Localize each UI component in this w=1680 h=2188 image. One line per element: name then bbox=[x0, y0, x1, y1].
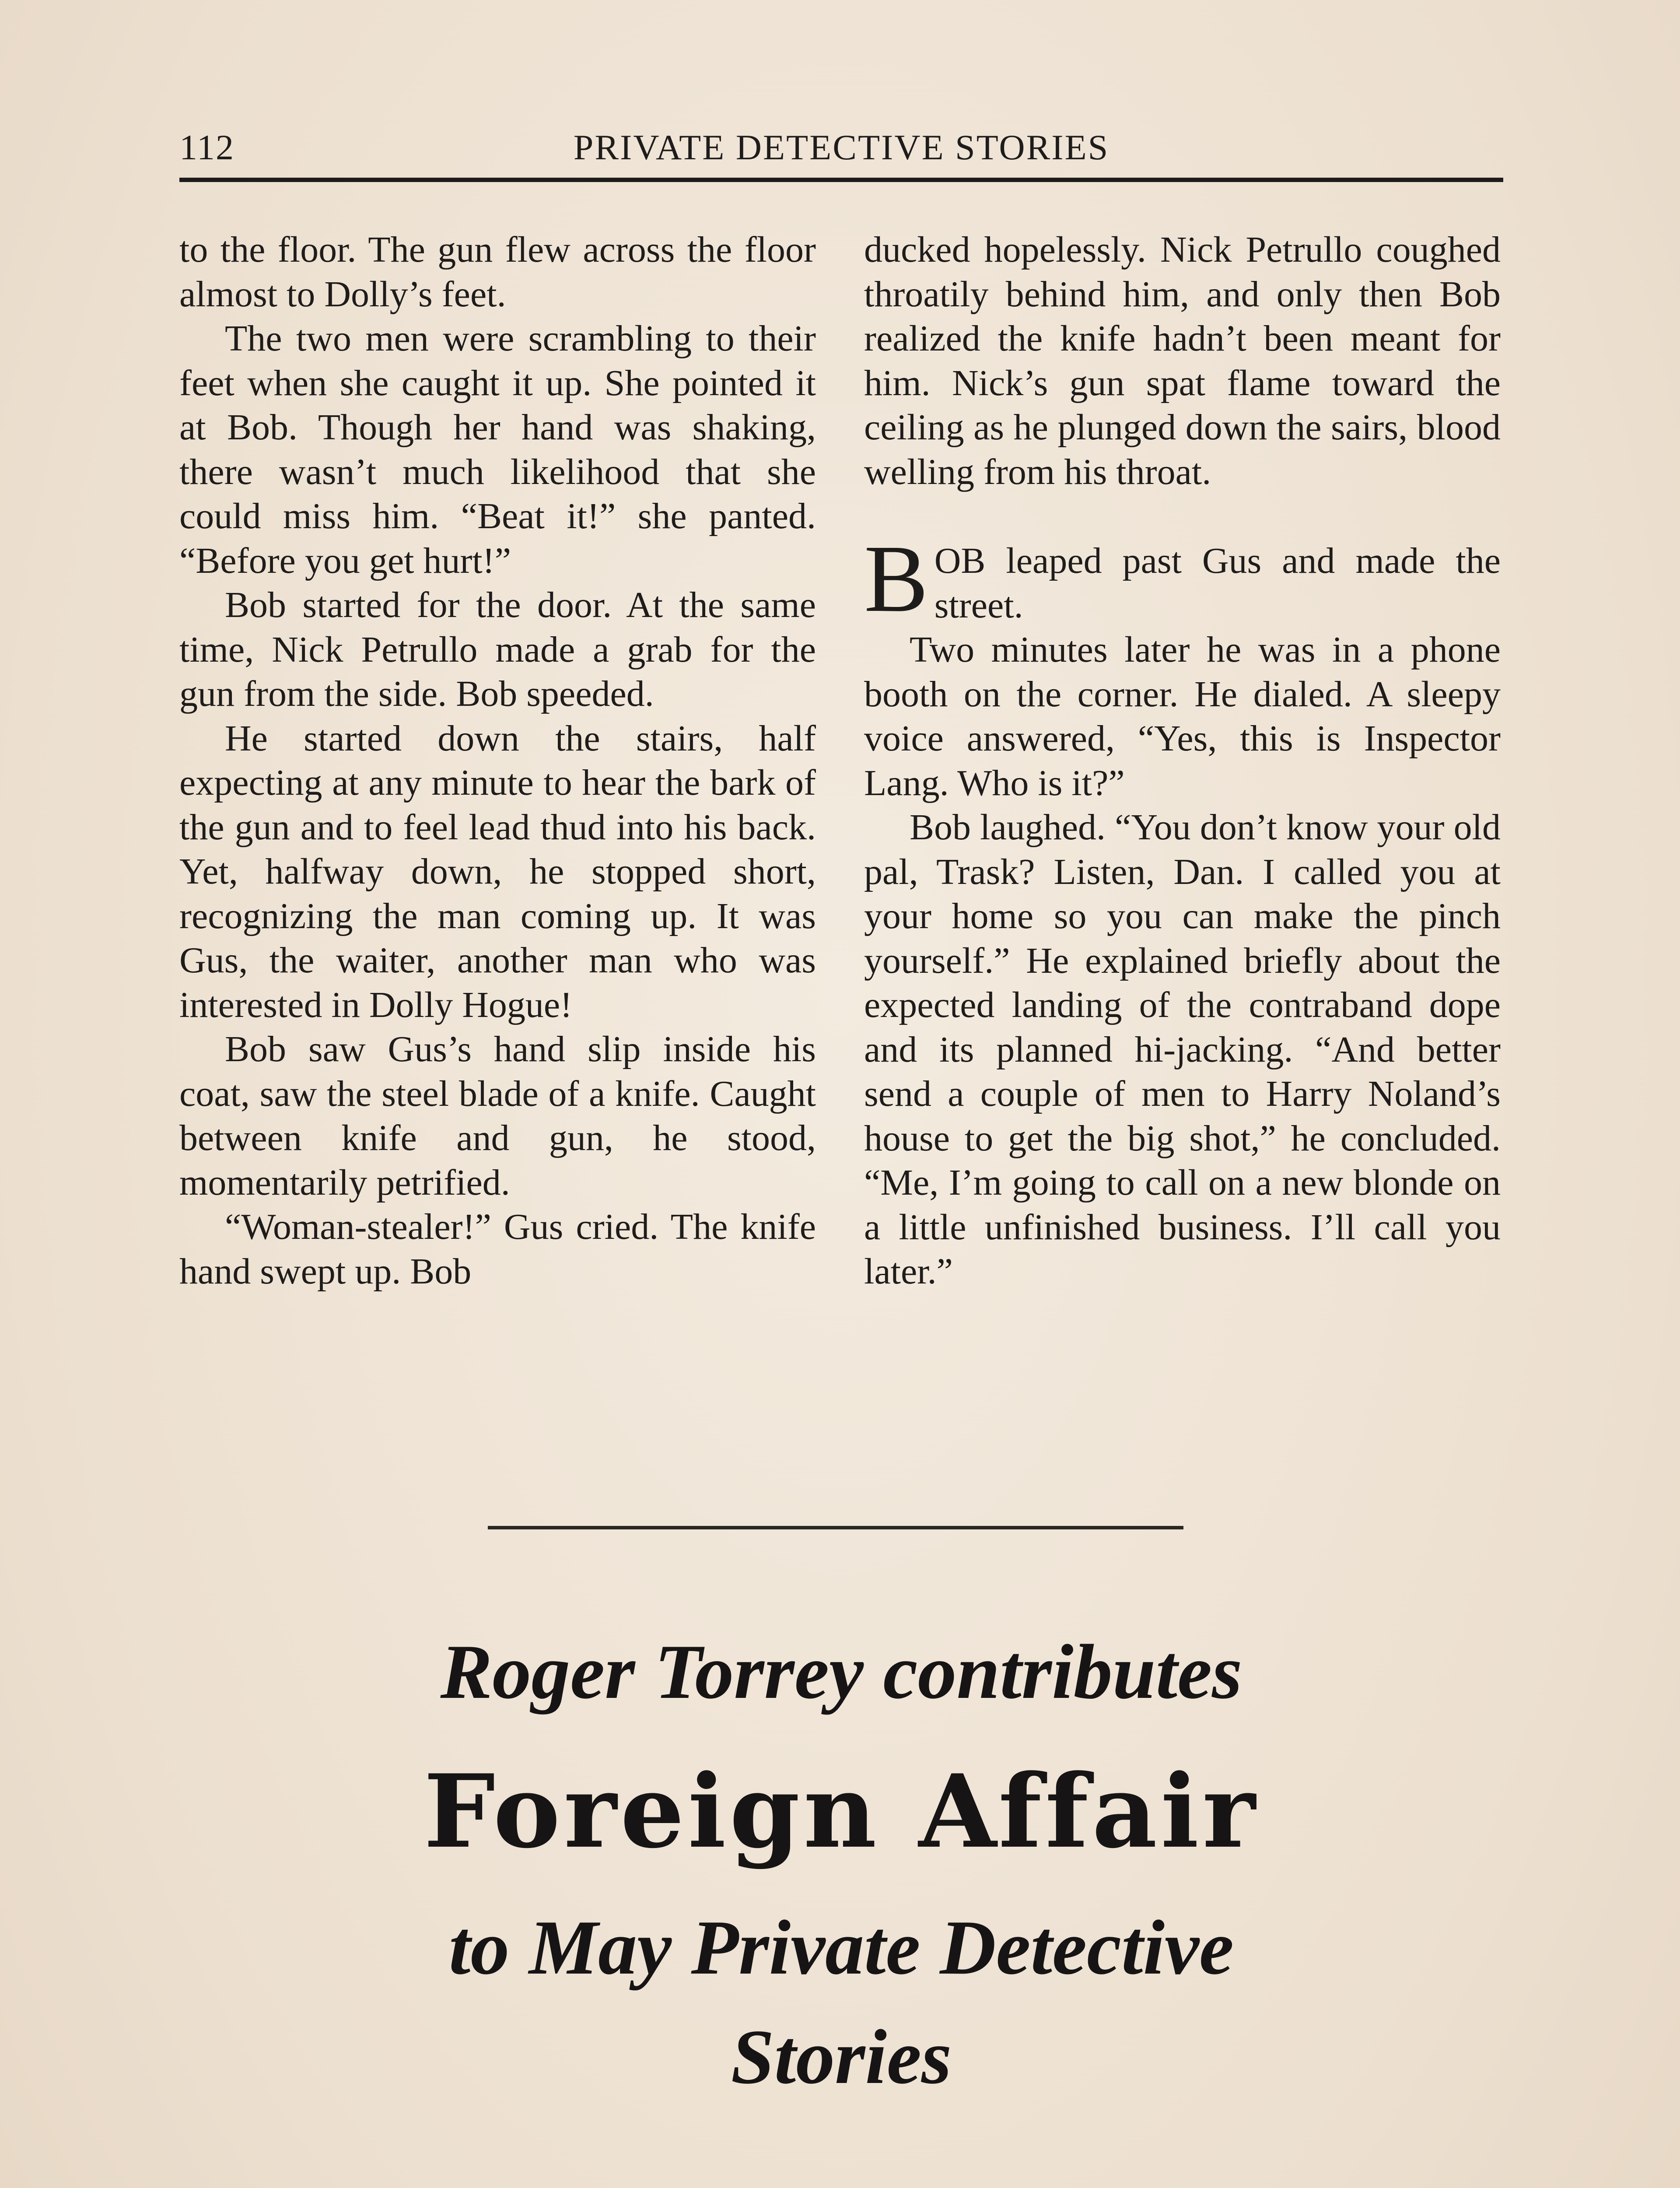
paragraph: The two men were scrambling to their feet when she caught it up. She pointed it at Bob. Though her hand was shaking, there wasn’t much likelihood that she could miss him. “Beat it!” she panted. “Before you get hurt!” bbox=[179, 318, 816, 581]
section-start-paragraph bbox=[864, 525, 1501, 632]
right-text-column bbox=[864, 228, 1501, 1294]
paragraph: “Woman-stealer!” Gus cried. The knife hand swept up. Bob bbox=[179, 1206, 816, 1292]
paragraph: ducked hopelessly. Nick Petrullo coughed throatily behind him, and only then Bob realized the knife hadn’t been meant for him. Nick’s gun spat flame toward the ceiling as he plunged down the sairs, blood welling from his throat. bbox=[864, 229, 1501, 492]
paragraph: He started down the stairs, half expecting at any minute to hear the bark of the gun and to feel lead thud into his back. Yet, halfway down, he stopped short, recognizing the man coming up. It was Gus, the waiter, another man who was interested in Dolly Hogue! bbox=[179, 718, 816, 1025]
paragraph: to the floor. The gun flew across the floor almost to Dolly’s feet. bbox=[179, 229, 816, 315]
running-header bbox=[179, 125, 1503, 182]
magazine-title: PRIVATE DETECTIVE STORIES bbox=[573, 127, 1110, 167]
ad-issue-line-1: to May Private Detective bbox=[448, 1904, 1234, 1991]
paragraph: Bob started for the door. At the same time, Nick Petrullo made a grab for the gun from the side. Bob speeded. bbox=[179, 585, 816, 714]
paragraph: Bob laughed. “You don’t know your old pal, Trask? Listen, Dan. I called you at your home so you can make the pinch yourself.” He explained briefly about the expected landing of the contraband dope and its planned hi-jacking. “And better send a couple of men to Harry Noland’s house to get the big shot,” he concluded. “Me, I’m going to call on a new blonde on a little unfinished business. I’ll call you later.” bbox=[864, 807, 1501, 1292]
ad-contributor-line: Roger Torrey contributes bbox=[440, 1628, 1242, 1715]
left-text-column bbox=[179, 228, 816, 1294]
section-start-text: OB leaped past Gus and made the street. bbox=[934, 540, 1501, 626]
drop-cap: B bbox=[864, 525, 928, 632]
paragraph: Bob saw Gus’s hand slip inside his coat, saw the steel blade of a knife. Caught between knife and gun, he stood, momentarily petrified. bbox=[179, 1029, 816, 1203]
ad-issue-line bbox=[179, 1893, 1503, 2111]
ad-issue-line-2: Stories bbox=[731, 2013, 952, 2100]
page-number: 112 bbox=[179, 127, 234, 167]
paragraph: Two minutes later he was in a phone booth on the corner. He dialed. A sleepy voice answered, “Yes, this is Inspector Lang. Who is it?” bbox=[864, 629, 1501, 803]
ad-story-title: Foreign Affair bbox=[424, 1753, 1259, 1871]
section-divider bbox=[488, 1526, 1183, 1529]
